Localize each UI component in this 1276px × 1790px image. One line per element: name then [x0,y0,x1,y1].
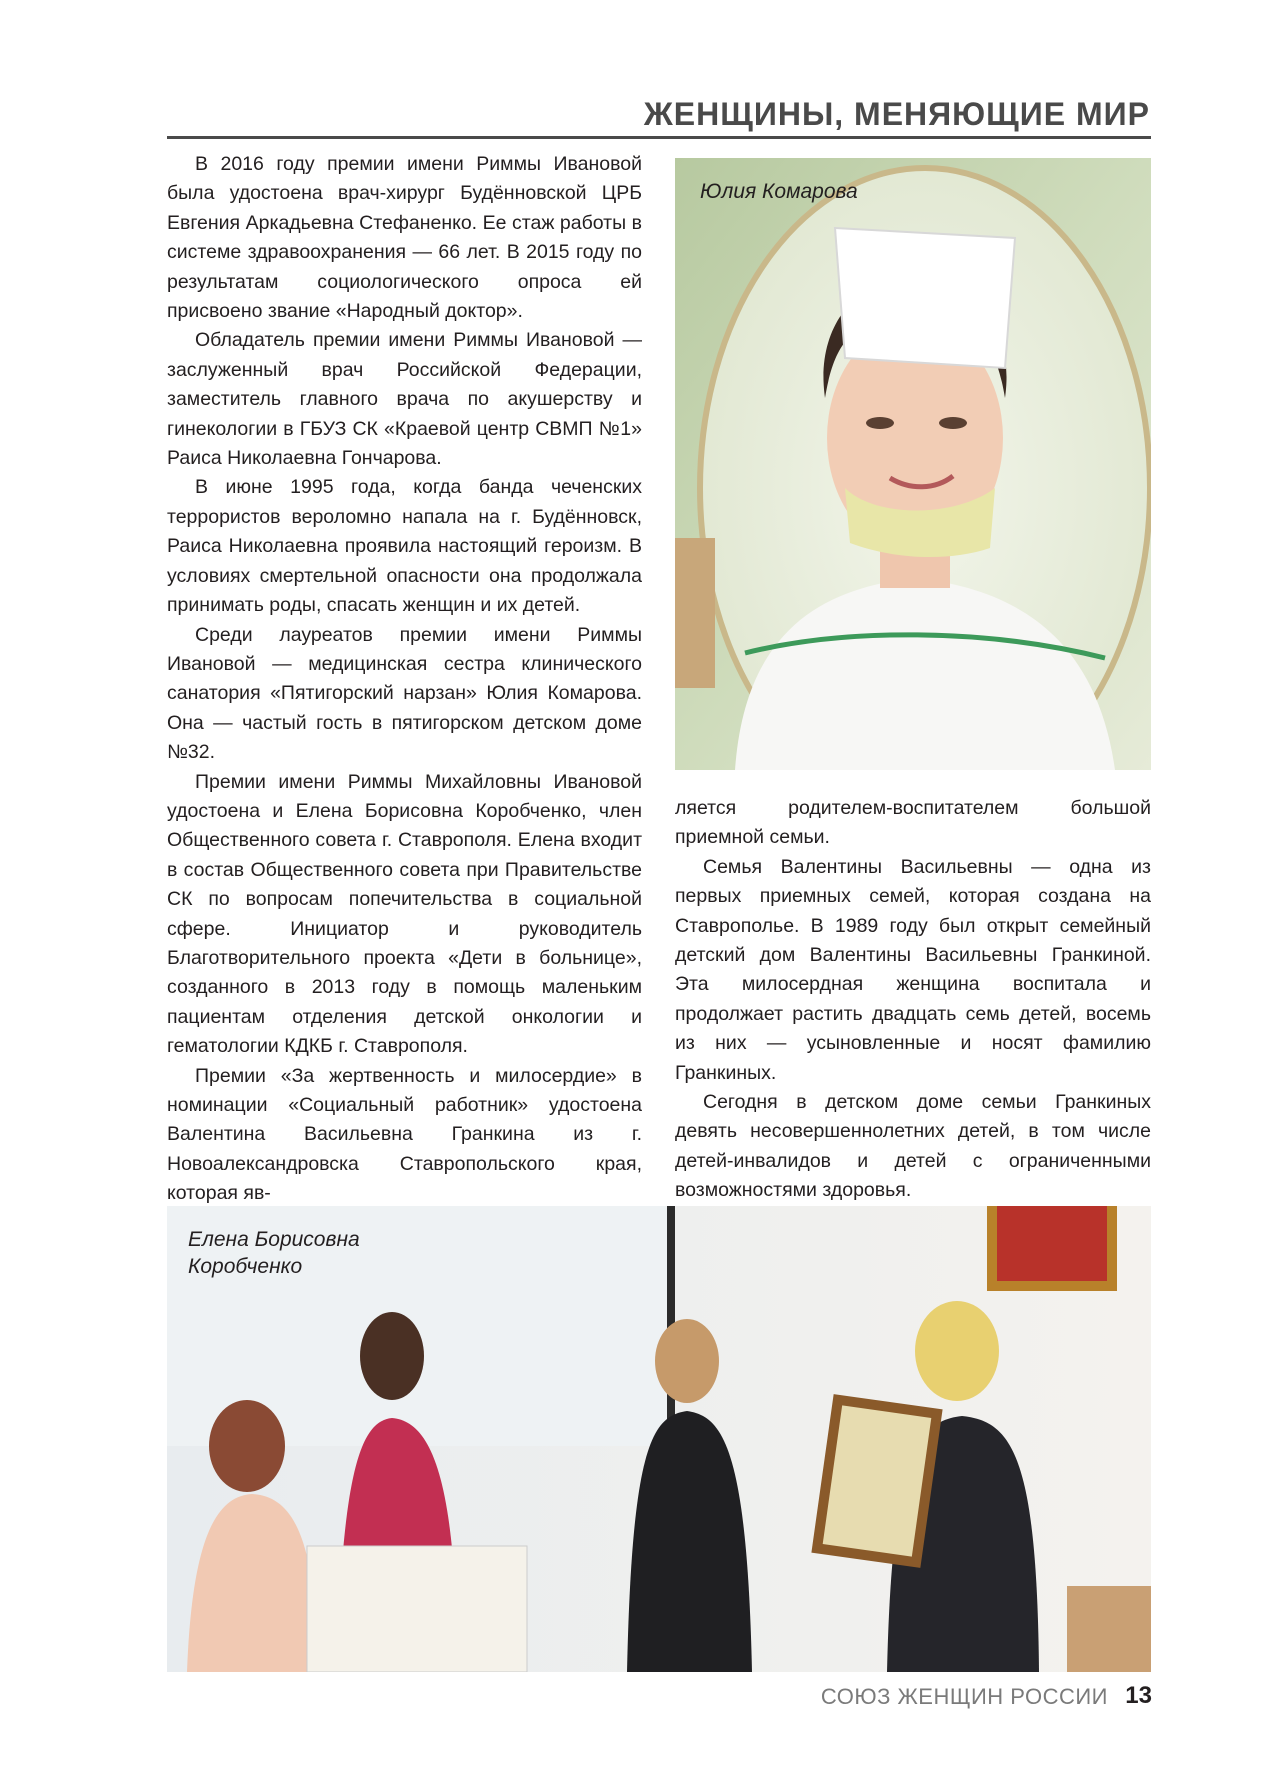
paragraph: Среди лауреатов премии имени Риммы Ивановой — медицинская сестра клинического санатория «Пятигорский нарзан» Юлия Комарова. Она — частый гость в пятигорском детском доме №32. [167,623,642,764]
section-title: ЖЕНЩИНЫ, МЕНЯЮЩИЕ МИР [643,96,1150,132]
page-number: 13 [1125,1682,1152,1709]
paragraph: В июне 1995 года, когда банда чеченских террористов вероломно напала на г. Будённовск, Раиса Николаевна проявила настоящий героизм. В условиях смертельной опасности она продолжала принимать роды, спасать женщин и их детей. [167,476,642,617]
photo-yulia-komarova [675,158,1151,770]
left-text-column [167,150,642,1209]
right-text-column [675,794,1151,1206]
paragraph: ляется родителем-воспитателем большой приемной семьи. [675,797,1151,849]
photo-caption: Елена Борисовна Коробченко [188,1228,360,1278]
paragraph: Обладатель премии имени Риммы Ивановой — заслуженный врач Российской Федерации, заместитель главного врача по акушерству и гинекологии в ГБУЗ СК «Краевой центр СВМП №1» Раиса Николаевна Гончарова. [167,329,642,470]
footer-brand: СОЮЗ ЖЕНЩИН РОССИИ [820,1684,1108,1709]
header-divider [167,136,1151,139]
paragraph: Сегодня в детском доме семьи Гранкиных девять несовершеннолетних детей, в том числе детей-инвалидов и детей с ограниченными возможностями здоровья. [675,1091,1151,1202]
paragraph: Семья Валентины Васильевны — одна из первых приемных семей, которая создана на Ставрополье. В 1989 году был открыт семейный детский дом Валентины Васильевны Гранкиной. Эта милосердная женщина воспитала и продолжает растить двадцать семь детей, восемь из них — усыновленные и носят фамилию Гранкиных. [675,855,1151,1084]
paragraph: В 2016 году премии имени Риммы Ивановой была удостоена врач-хирург Будённовской ЦРБ Евгения Аркадьевна Стефаненко. Ее стаж работы в системе здравоохранения — 66 лет. В 2015 году по результатам социологического опроса ей присвоено звание «Народный доктор». [167,153,642,323]
photo-caption: Юлия Комарова [700,180,858,203]
paragraph: Премии «За жертвенность и милосердие» в номинации «Социальный работник» удостоена Валентина Васильевна Гранкина из г. Новоалександровска Ставропольского края, которая яв- [167,1064,642,1205]
paragraph: Премии имени Риммы Михайловны Ивановой удостоена и Елена Борисовна Коробченко, член Общественного совета г. Ставрополя. Елена входит в состав Общественного совета при Правительстве СК по вопросам попечительства в социальной сфере. Инициатор и руководитель Благотворительного проекта «Дети в больнице», созданного в 2013 году в помощь маленьким пациентам отделения детской онкологии и гематологии КДКБ г. Ставрополя. [167,770,642,1058]
